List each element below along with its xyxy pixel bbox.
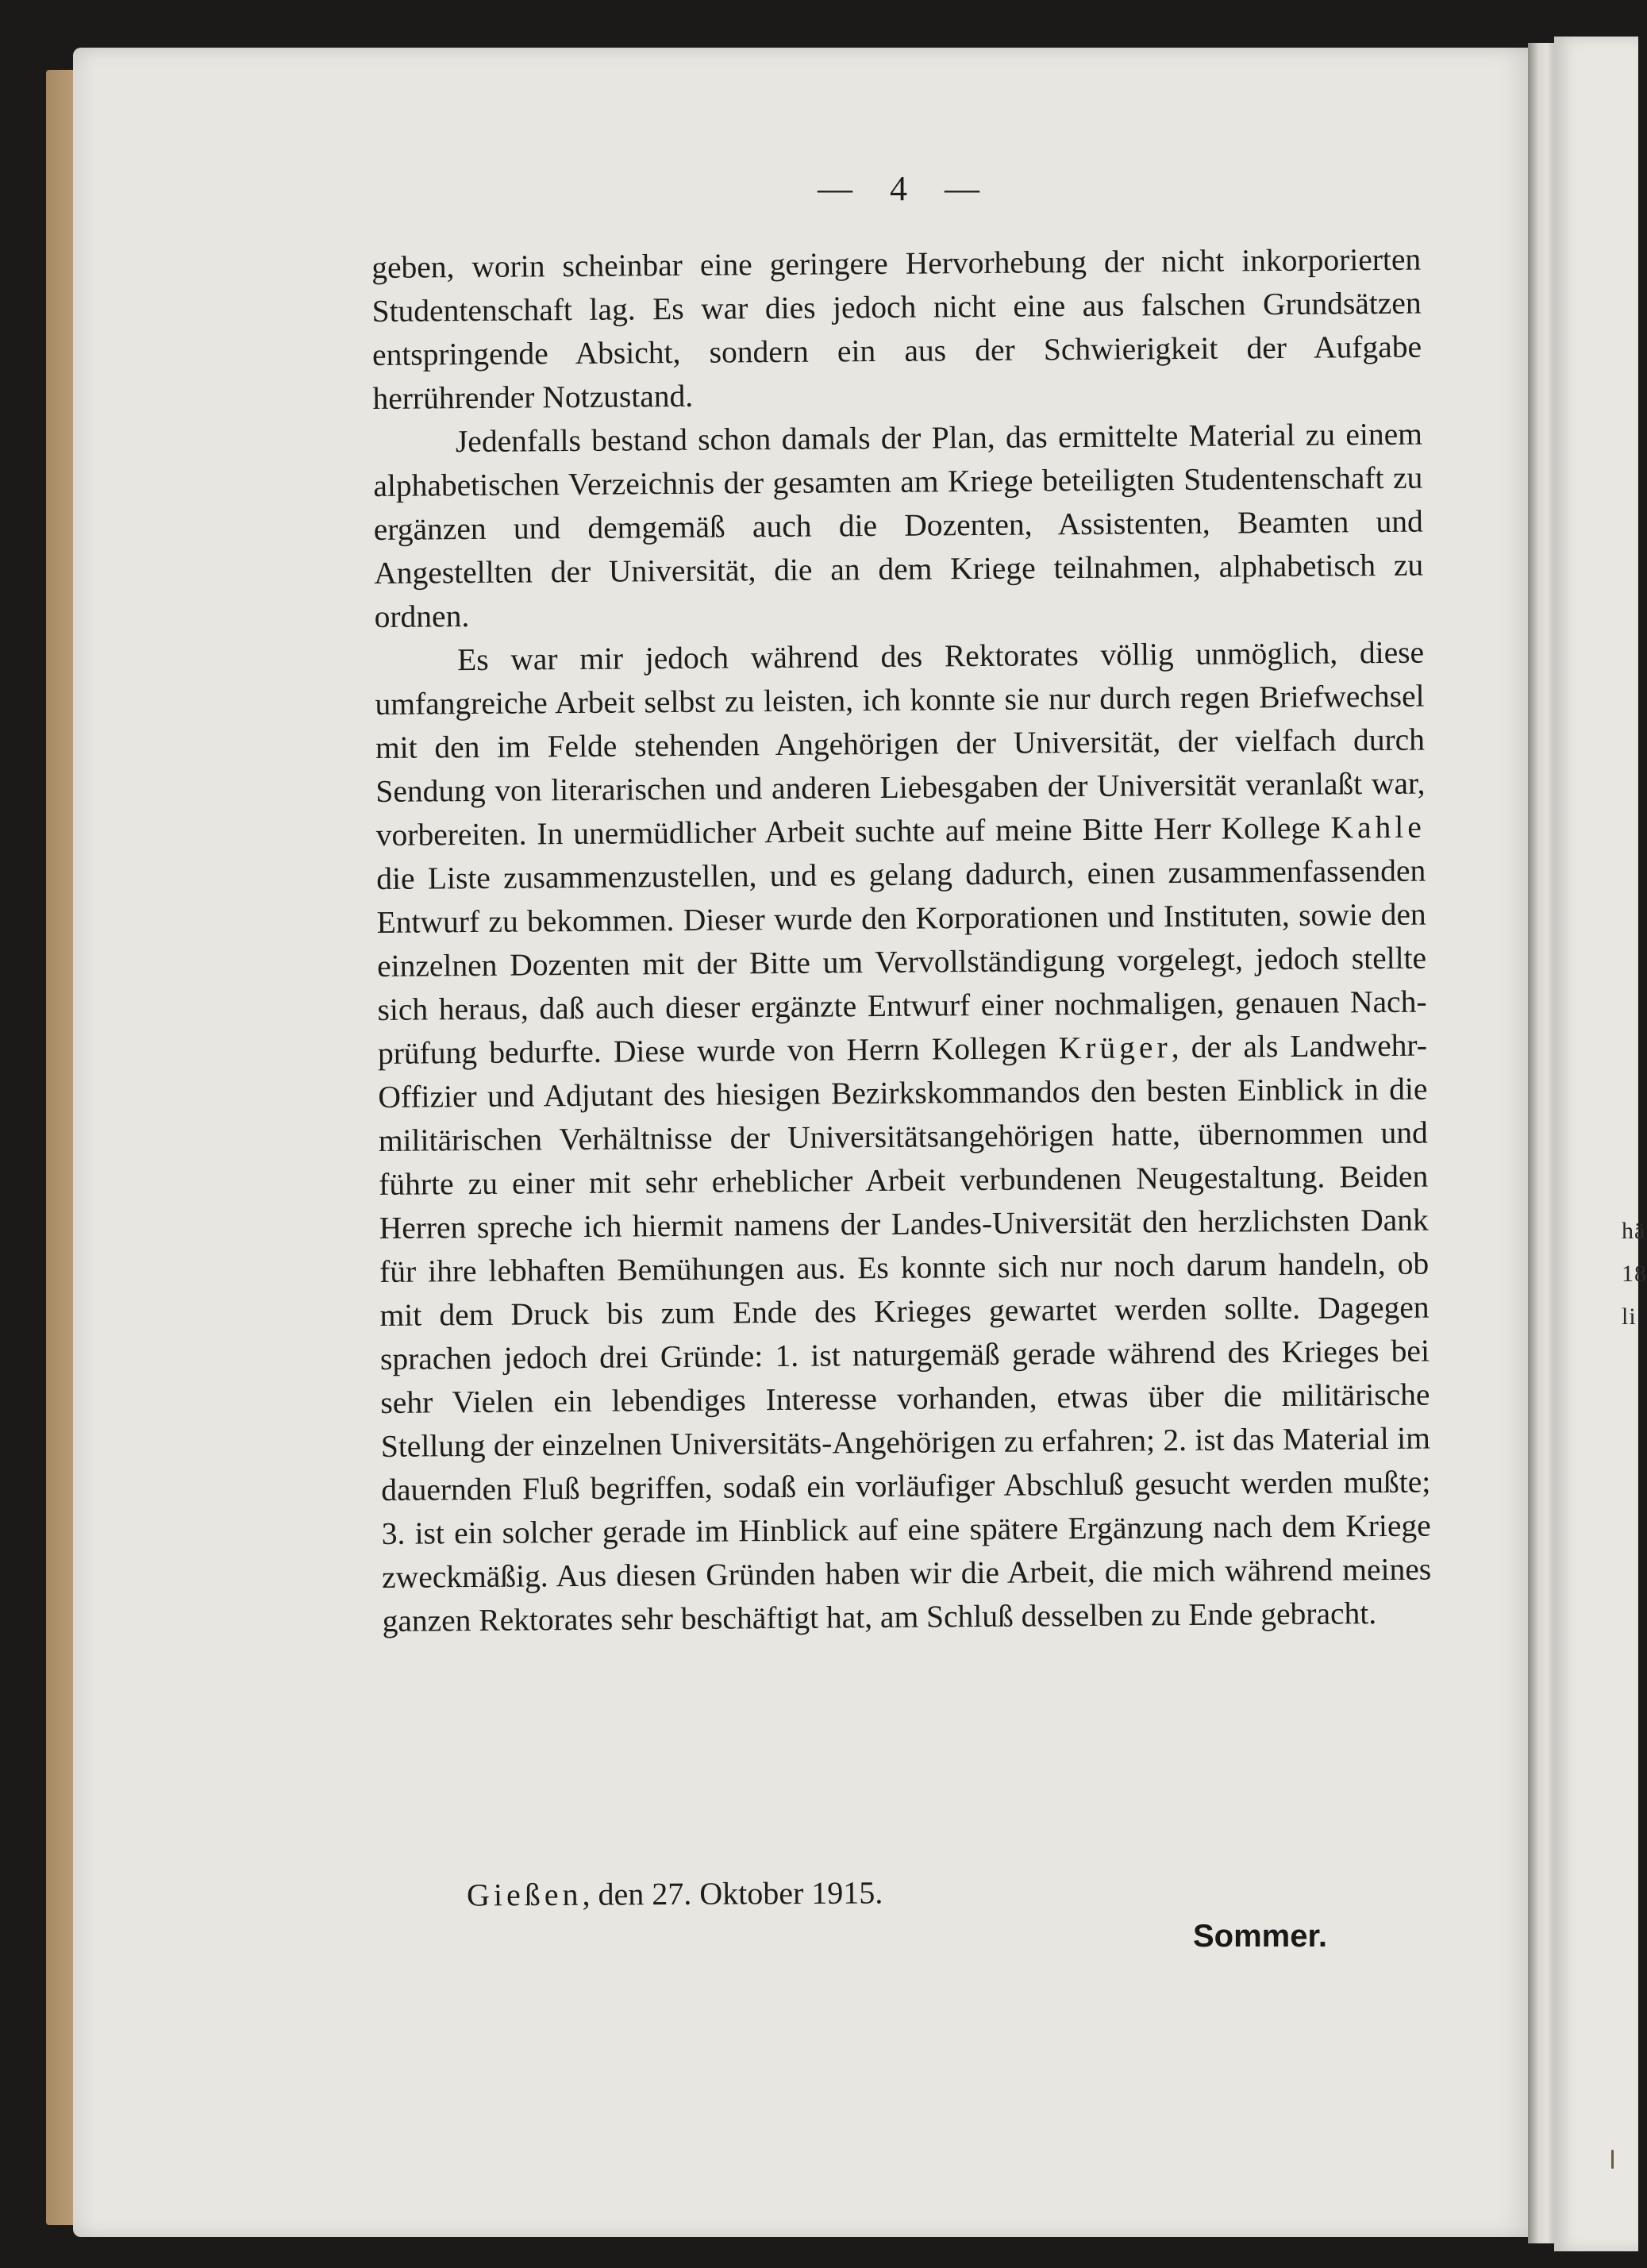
- paper-mark: [1611, 2150, 1614, 2169]
- paragraph: Jedenfalls bestand schon damals der Plan, das ermittelte Material zu einem alphabetischen Verzeichnis der gesamten am Kriege beteiligten Studentenschaft zu ergänzen und demgemäß auch die Dozenten, Assistenten, Beamten und Angestellten der Universität, die an dem Kriege teilnahmen, alphabetisch zu ordnen.: [373, 416, 1424, 634]
- date-text: , den 27. Oktober 1915.: [582, 1874, 883, 1912]
- facing-page-fragment: hä: [1622, 1218, 1646, 1244]
- paragraph: [375, 631, 1432, 1643]
- facing-page-fragment: li: [1622, 1303, 1637, 1330]
- person-name-krueger: Krüger: [1058, 1030, 1172, 1066]
- page-number: — 4 —: [818, 169, 994, 208]
- facing-page: [1554, 37, 1638, 2251]
- paragraph-text: die Liste zusammenzustellen, und es gelang dadurch, einen zusammenfassenden Entwurf zu bekommen. Dieser wurde den Korporationen und Instituten, sowie den einzelnen Dozenten mit der Bitte um Vervollständigung vorgelegt, jedoch stellte sich heraus, daß auch dieser ergänzte Entwurf einer nochmaligen, genauen Nachprüfung bedurfte. Diese wurde von Herrn Kollegen: [376, 853, 1427, 1071]
- page-gutter: [1528, 43, 1555, 2243]
- place-date-line: [466, 1874, 883, 1913]
- paragraph-text: , der als Landwehr-Offizier und Adjutant des hiesigen Bezirkskommandos den besten Einblick in die militärischen Verhältnisse der Universitätsangehörigen hatte, übernommen und führte zu einer mit sehr erheblicher Arbeit verbundenen Neugestaltung. Beiden Herren spreche ich hiermit namens der Landes-Universität den herzlichsten Dank für ihre lebhaften Bemühungen aus. Es konnte sich nur noch darum handeln, ob mit dem Druck bis zum Ende des Krieges gewartet werden sollte. Dagegen sprachen jedoch drei Gründe: 1. ist naturgemäß gerade während des Krieges bei sehr Vielen ein lebendiges Interesse vorhanden, etwas über die militärische Stellung der einzelnen Universitäts-Angehörigen zu erfahren; 2. ist das Material im dauernden Fluß begriffen, sodaß ein vorläufiger Abschluß gesucht werden mußte; 3. ist ein solcher gerade im Hinblick auf eine spätere Ergänzung nach dem Kriege zweckmäßig. Aus diesen Gründen haben wir die Arbeit, die mich während meines ganzen Rektorates sehr beschäftigt hat, am Schluß desselben zu Ende gebracht.: [378, 1027, 1432, 1638]
- signature: Sommer.: [1193, 1919, 1327, 1954]
- facing-page-fragment: 18: [1622, 1261, 1647, 1287]
- body-text: [371, 238, 1432, 1643]
- person-name-kahle: Kahle: [1330, 809, 1426, 845]
- paragraph-text: Es war mir jedoch während des Rektorates völlig unmöglich, diese umfangreiche Arbeit selbst zu leisten, ich konnte sie nur durch regen Briefwechsel mit den im Felde stehenden Angehörigen der Universität, der vielfach durch Sendung von literarischen und anderen Liebesgaben der Universität veranlaßt war, vorbereiten. In unermüdlicher Arbeit suchte auf meine Bitte Herr Kollege: [375, 634, 1426, 853]
- place-name: Gießen: [466, 1876, 583, 1913]
- paragraph: geben, worin scheinbar eine geringere Hervorhebung der nicht inkorporierten Studentenschaft lag. Es war dies jedoch nicht eine aus falschen Grundsätzen entspringende Absicht, sondern ein aus der Schwierigkeit der Aufgabe herrührender Notzustand.: [371, 241, 1422, 416]
